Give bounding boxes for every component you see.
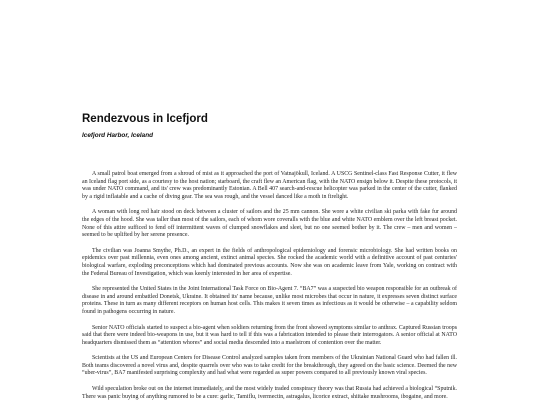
article-body bbox=[82, 171, 457, 405]
paragraph: Scientists at the US and European Centers for Disease Control analyzed samples taken from members of the Ukrainian National Guard who had fallen ill. Both teams discovered a novel virus and, despite quarrels over who was to take credit for the breakthrough, they agreed on the basic science. Deemed the new “uber-virus”, BA7 manifested surprising complexity and had what were regarded as super powers compared to all previously known viral species. bbox=[82, 355, 457, 377]
article-title: Rendezvous in Icefjord bbox=[82, 113, 208, 125]
paragraph: Senior NATO officials started to suspect a bio-agent when soldiers returning from the front showed symptoms similar to anthrax. Captured Russian troops said that there were indeed bio-weapons in use, but it was hard to tell if this was a fabrication intended to please their interrogators. A senior official at NATO headquarters dismissed them as “attention whores” and social media descended into a maelstrom of contention over the matter. bbox=[82, 324, 457, 346]
paragraph: A small patrol boat emerged from a shroud of mist as it approached the port of Vatnajökull, Iceland. A USCG Sentinel-class Fast Response Cutter, it flew an Iceland flag port side, as a courtesy to the host nation; starboard, the craft flew an American flag, with the NATO ensign below it. Despite these protocols, it was under NATO command, and its' crew was predominantly Estonian. A Bell 407 search-and-rescue helicopter was parked in the center of the cutter, flanked by a rigid inflatable and a cache of diving gear. The sea was rough, and the vessel danced like a moth in firelight. bbox=[82, 171, 457, 200]
paragraph: The civilian was Joanna Smythe, Ph.D., an expert in the fields of anthropological epidemiology and forensic microbiology. She had written books on epidemics over past millennia, even ones among ancient, extinct animal species. She rocked the academic world with a definitive account of past centuries' biological warfare, exploding preconceptions which had dominated previous accounts. Now she was on academic leave from Yale, working on contract with the Federal Bureau of Investigation, which was keenly interested in her area of expertise. bbox=[82, 247, 457, 277]
article-location: Icefjord Harbor, Iceland bbox=[82, 132, 154, 139]
paragraph: Wild speculation broke out on the internet immediately, and the most widely traded conspiracy theory was that Russia had achieved a biological “Sputnik. There was panic buying of anything rumored to be a cure: garlic, Tamiflu, ivermectin, astragalus, licorice extract, shiitake mushrooms, ibogaine, and more. bbox=[82, 386, 457, 400]
paragraph: She represented the United States in the Joint International Task Force on Bio-Agent 7. “BA7” was a suspected bio weapon responsible for an outbreak of disease in and around embattled Donetsk, Ukraine. It obtained its' name because, unlike most microbes that occur in nature, it expresses seven distinct surface proteins. These in turn as many different receptors on human host cells. This makes it seven times as infectious as it would be otherwise – a capability seldom found in pathogens occurring in nature. bbox=[82, 286, 457, 315]
paragraph: A woman with long red hair stood on deck between a cluster of sailors and the 25 mm cannon. She wore a white civilian ski parka with fake fur around the edges of the hood. She was taller than most of the sailors, each of whom wore coveralls with the blue and white NATO emblem over the left breast pocket. None of this attire sufficed to fend off intermittent waves of clumped snowflakes and sleet, but no one seemed bother by it. The crew – men and women – seemed to be uplifted by her serene presence. bbox=[82, 209, 457, 239]
